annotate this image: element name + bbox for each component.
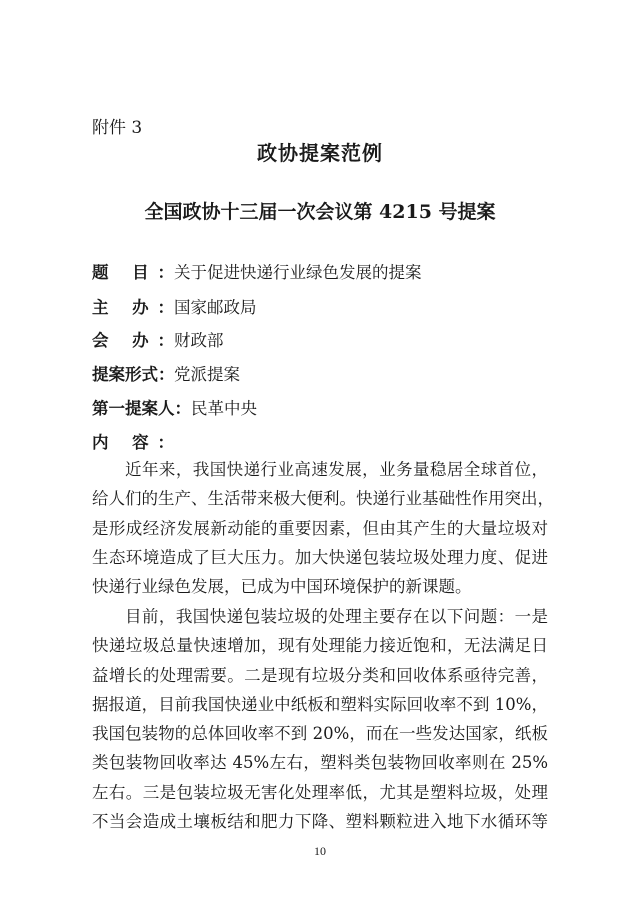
field-first-proposer-value: 民革中央 — [191, 399, 257, 418]
paragraph-line: 据报道，目前我国快递业中纸板和塑料实际回收率不到 10%， — [92, 694, 548, 714]
field-co-host-value: 财政部 — [174, 331, 224, 350]
field-form-label: 提案形式： — [92, 365, 175, 384]
attachment-label: 附件 3 — [92, 118, 143, 138]
field-host-value: 国家邮政局 — [174, 298, 257, 317]
field-topic — [92, 259, 422, 283]
paragraph-line: 类包装物回收率达 45%左右，塑料类包装物回收率则在 25% — [92, 753, 548, 773]
field-topic-label: 题 目： — [92, 263, 174, 282]
proposal-title: 全国政协十三届一次会议第 4215 号提案 — [144, 201, 496, 223]
field-form — [92, 361, 240, 385]
field-host — [92, 294, 257, 318]
paragraph-line: 生态环境造成了巨大压力。加大快递包装垃圾处理力度、促进 — [92, 547, 548, 567]
paragraph-line: 不当会造成土壤板结和肥力下降、塑料颗粒进入地下水循环等 — [92, 812, 548, 832]
paragraph-line: 快递垃圾总量快速增加，现有处理能力接近饱和，无法满足日 — [92, 636, 548, 656]
field-topic-value: 关于促进快递行业绿色发展的提案 — [174, 263, 422, 282]
paragraph-line: 近年来，我国快递行业高速发展，业务量稳居全球首位， — [125, 460, 548, 479]
field-first-proposer-label: 第一提案人： — [92, 399, 191, 418]
paragraph-line: 目前，我国快递包装垃圾的处理主要存在以下问题：一是 — [125, 607, 548, 626]
page-number: 10 — [314, 844, 326, 858]
paragraph-line: 左右。三是包装垃圾无害化处理率低，尤其是塑料垃圾，处理 — [92, 782, 548, 802]
paragraph-1 — [92, 455, 554, 601]
field-first-proposer — [92, 395, 257, 419]
field-form-value: 党派提案 — [174, 365, 240, 384]
document-title: 政协提案范例 — [257, 141, 383, 165]
paragraph-line: 是形成经济发展新动能的重要因素，但由其产生的大量垃圾对 — [92, 518, 548, 538]
field-content-label: 内 容： — [92, 433, 174, 452]
field-co-host — [92, 327, 224, 351]
paragraph-2 — [92, 602, 548, 836]
field-host-label: 主 办： — [92, 298, 174, 317]
field-co-host-label: 会 办： — [92, 331, 174, 350]
paragraph-line: 快递行业绿色发展，已成为中国环境保护的新课题。 — [92, 577, 472, 597]
paragraph-line: 益增长的处理需要。二是现有垃圾分类和回收体系亟待完善， — [92, 665, 548, 685]
paragraph-line: 我国包装物的总体回收率不到 20%，而在一些发达国家，纸板 — [92, 724, 548, 744]
field-content — [92, 429, 174, 453]
paragraph-line: 给人们的生产、生活带来极大便利。快递行业基础性作用突出， — [92, 489, 554, 509]
